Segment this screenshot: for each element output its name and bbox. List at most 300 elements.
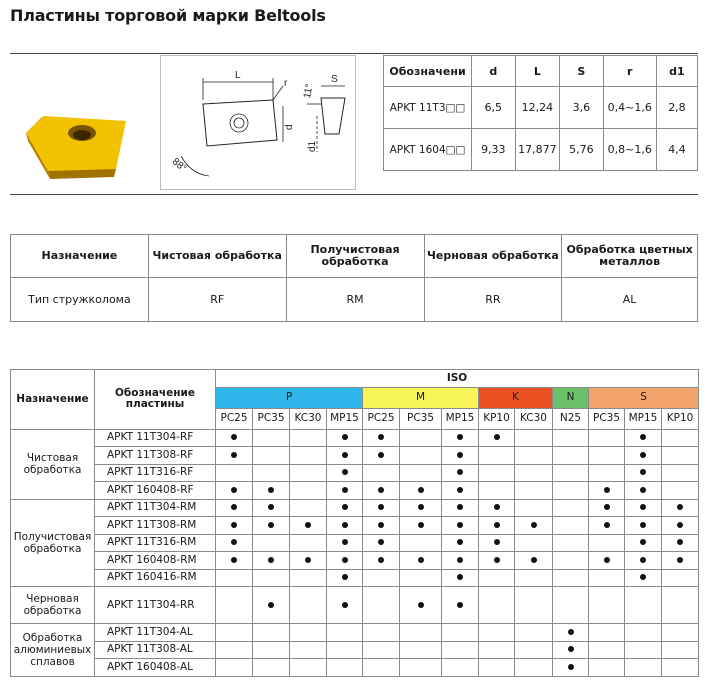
iso-header-row <box>11 370 699 388</box>
purpose-cell: Тип стружколома <box>11 278 149 322</box>
iso-mark-cell <box>589 464 625 482</box>
applicable-dot-icon <box>378 522 384 528</box>
iso-mark-cell <box>515 552 553 570</box>
iso-mark-cell <box>662 641 699 659</box>
table-row <box>11 447 699 465</box>
iso-grade-n25: N25 <box>553 408 589 429</box>
insert-code: APKT 11T308-RF <box>95 447 216 465</box>
iso-mark-cell <box>327 534 363 552</box>
iso-mark-cell <box>400 534 442 552</box>
iso-mark-cell <box>290 517 327 535</box>
iso-mark-cell <box>625 534 662 552</box>
iso-mark-cell <box>515 499 553 517</box>
applicable-dot-icon <box>640 504 646 510</box>
applicable-dot-icon <box>305 522 311 528</box>
iso-mark-cell <box>290 482 327 500</box>
applicable-dot-icon <box>604 522 610 528</box>
iso-mark-cell <box>363 659 400 677</box>
iso-section-label: Обработка алюминиевых сплавов <box>11 624 95 677</box>
iso-mark-cell <box>363 517 400 535</box>
applicable-dot-icon <box>342 574 348 580</box>
dimensions-row <box>384 129 698 171</box>
iso-mark-cell <box>479 641 515 659</box>
iso-mark-cell <box>253 517 290 535</box>
iso-mark-cell <box>442 587 479 624</box>
applicable-dot-icon <box>457 602 463 608</box>
applicable-dot-icon <box>378 434 384 440</box>
iso-grade-pc25: PC25 <box>363 408 400 429</box>
dim-col-L: L <box>515 56 560 87</box>
iso-mark-cell <box>589 429 625 447</box>
applicable-dot-icon <box>342 469 348 475</box>
iso-mark-cell <box>442 429 479 447</box>
applicable-dot-icon <box>568 664 574 670</box>
iso-mark-cell <box>363 534 400 552</box>
iso-col-purpose: Назначение <box>11 370 95 430</box>
iso-mark-cell <box>290 534 327 552</box>
insert-code: APKT 11T304-RF <box>95 429 216 447</box>
iso-mark-cell <box>515 447 553 465</box>
insert-code: APKT 11T308-AL <box>95 641 216 659</box>
dim-label-L: L <box>235 70 241 81</box>
insert-photo-icon <box>10 55 143 193</box>
table-row <box>11 482 699 500</box>
iso-mark-cell <box>553 482 589 500</box>
iso-mark-cell <box>625 624 662 642</box>
dimensions-row <box>384 87 698 129</box>
table-row <box>11 464 699 482</box>
applicable-dot-icon <box>342 539 348 545</box>
iso-mark-cell <box>589 482 625 500</box>
table-row <box>11 534 699 552</box>
iso-mark-cell <box>442 552 479 570</box>
insert-code: APKT 11T304-RR <box>95 587 216 624</box>
iso-mark-cell <box>327 482 363 500</box>
insert-drawing-frame <box>160 55 356 190</box>
iso-mark-cell <box>290 659 327 677</box>
applicable-dot-icon <box>457 469 463 475</box>
applicable-dot-icon <box>640 452 646 458</box>
iso-grade-pc35: PC35 <box>400 408 442 429</box>
iso-grade-pc25: PC25 <box>216 408 253 429</box>
purpose-header-cell: Назначение <box>11 235 149 278</box>
iso-mark-cell <box>253 569 290 587</box>
iso-mark-cell <box>400 447 442 465</box>
iso-mark-cell <box>290 464 327 482</box>
applicable-dot-icon <box>494 539 500 545</box>
insert-photo-frame <box>10 55 143 193</box>
iso-mark-cell <box>442 464 479 482</box>
iso-mark-cell <box>363 624 400 642</box>
iso-mark-cell <box>625 464 662 482</box>
iso-mark-cell <box>553 429 589 447</box>
applicable-dot-icon <box>342 434 348 440</box>
insert-code: APKT 11T308-RM <box>95 517 216 535</box>
iso-mark-cell <box>625 569 662 587</box>
applicable-dot-icon <box>568 629 574 635</box>
purpose-header-cell: Обработка цветных металлов <box>562 235 698 278</box>
iso-grade-table <box>10 369 699 677</box>
purpose-header-cell: Черновая обработка <box>424 235 562 278</box>
table-row <box>11 659 699 677</box>
iso-mark-cell <box>589 641 625 659</box>
dim-cell: 0,4~1,6 <box>603 87 656 129</box>
iso-mark-cell <box>216 659 253 677</box>
iso-mark-cell <box>662 464 699 482</box>
applicable-dot-icon <box>231 557 237 563</box>
iso-mark-cell <box>625 429 662 447</box>
iso-mark-cell <box>327 641 363 659</box>
iso-group-n: N <box>553 387 589 408</box>
iso-group-m: M <box>363 387 479 408</box>
iso-mark-cell <box>363 499 400 517</box>
applicable-dot-icon <box>604 504 610 510</box>
applicable-dot-icon <box>640 574 646 580</box>
iso-mark-cell <box>290 429 327 447</box>
iso-mark-cell <box>327 569 363 587</box>
iso-mark-cell <box>290 499 327 517</box>
iso-mark-cell <box>515 587 553 624</box>
dim-label-d1: d1 <box>307 140 318 152</box>
applicable-dot-icon <box>268 602 274 608</box>
applicable-dot-icon <box>494 504 500 510</box>
dim-label-r: r <box>284 78 288 89</box>
iso-mark-cell <box>363 447 400 465</box>
table-row <box>11 641 699 659</box>
iso-mark-cell <box>216 552 253 570</box>
applicable-dot-icon <box>378 452 384 458</box>
dim-col-d1: d1 <box>656 56 697 87</box>
applicable-dot-icon <box>677 539 683 545</box>
applicable-dot-icon <box>677 522 683 528</box>
applicable-dot-icon <box>418 522 424 528</box>
iso-mark-cell <box>400 659 442 677</box>
dim-col-d: d <box>472 56 515 87</box>
iso-mark-cell <box>553 447 589 465</box>
iso-mark-cell <box>253 482 290 500</box>
iso-mark-cell <box>553 641 589 659</box>
iso-mark-cell <box>290 552 327 570</box>
applicable-dot-icon <box>457 574 463 580</box>
iso-mark-cell <box>553 534 589 552</box>
iso-mark-cell <box>442 499 479 517</box>
dim-cell: 9,33 <box>472 129 515 171</box>
applicable-dot-icon <box>378 504 384 510</box>
applicable-dot-icon <box>378 557 384 563</box>
applicable-dot-icon <box>640 487 646 493</box>
iso-mark-cell <box>625 641 662 659</box>
iso-mark-cell <box>662 569 699 587</box>
dim-cell: APKT 1604□□ <box>384 129 472 171</box>
insert-code: APKT 160408-RM <box>95 552 216 570</box>
iso-mark-cell <box>400 429 442 447</box>
purpose-row <box>11 278 698 322</box>
iso-mark-cell <box>363 429 400 447</box>
iso-mark-cell <box>553 587 589 624</box>
applicable-dot-icon <box>640 539 646 545</box>
iso-mark-cell <box>515 569 553 587</box>
dim-cell: 3,6 <box>560 87 603 129</box>
insert-drawing <box>161 56 355 189</box>
iso-mark-cell <box>515 482 553 500</box>
table-row <box>11 429 699 447</box>
iso-mark-cell <box>589 534 625 552</box>
iso-mark-cell <box>553 659 589 677</box>
iso-mark-cell <box>253 641 290 659</box>
iso-mark-cell <box>515 517 553 535</box>
iso-mark-cell <box>553 624 589 642</box>
iso-mark-cell <box>327 499 363 517</box>
iso-grade-kc30: KC30 <box>290 408 327 429</box>
iso-mark-cell <box>553 552 589 570</box>
applicable-dot-icon <box>457 487 463 493</box>
insert-code: APKT 11T316-RF <box>95 464 216 482</box>
iso-mark-cell <box>589 499 625 517</box>
iso-mark-cell <box>589 587 625 624</box>
iso-mark-cell <box>479 447 515 465</box>
iso-mark-cell <box>290 624 327 642</box>
iso-mark-cell <box>553 499 589 517</box>
applicable-dot-icon <box>342 602 348 608</box>
iso-grade-mp15: MP15 <box>327 408 363 429</box>
iso-mark-cell <box>400 569 442 587</box>
iso-mark-cell <box>479 482 515 500</box>
purpose-header-row <box>11 235 698 278</box>
applicable-dot-icon <box>231 434 237 440</box>
iso-mark-cell <box>662 482 699 500</box>
dim-col-S: S <box>560 56 603 87</box>
applicable-dot-icon <box>640 434 646 440</box>
iso-mark-cell <box>625 552 662 570</box>
iso-mark-cell <box>400 624 442 642</box>
applicable-dot-icon <box>342 557 348 563</box>
iso-mark-cell <box>253 447 290 465</box>
applicable-dot-icon <box>457 452 463 458</box>
iso-mark-cell <box>625 482 662 500</box>
iso-grade-pc35: PC35 <box>253 408 290 429</box>
applicable-dot-icon <box>677 504 683 510</box>
iso-mark-cell <box>253 429 290 447</box>
iso-mark-cell <box>662 659 699 677</box>
applicable-dot-icon <box>342 504 348 510</box>
iso-mark-cell <box>662 447 699 465</box>
iso-mark-cell <box>625 447 662 465</box>
dim-label-11: 11° <box>302 83 316 100</box>
applicable-dot-icon <box>268 557 274 563</box>
iso-mark-cell <box>253 552 290 570</box>
insert-code: APKT 160408-AL <box>95 659 216 677</box>
iso-mark-cell <box>589 659 625 677</box>
purpose-table <box>10 234 698 322</box>
iso-mark-cell <box>515 641 553 659</box>
iso-grade-kp10: KP10 <box>479 408 515 429</box>
iso-mark-cell <box>363 569 400 587</box>
applicable-dot-icon <box>457 522 463 528</box>
iso-mark-cell <box>479 534 515 552</box>
iso-mark-cell <box>363 552 400 570</box>
applicable-dot-icon <box>604 557 610 563</box>
iso-mark-cell <box>479 552 515 570</box>
dim-label-S: S <box>331 74 338 85</box>
iso-mark-cell <box>290 447 327 465</box>
iso-group-s: S <box>589 387 699 408</box>
iso-mark-cell <box>515 624 553 642</box>
iso-mark-cell <box>479 517 515 535</box>
iso-mark-cell <box>479 464 515 482</box>
iso-mark-cell <box>479 499 515 517</box>
insert-code: APKT 11T304-RM <box>95 499 216 517</box>
applicable-dot-icon <box>457 504 463 510</box>
iso-mark-cell <box>553 464 589 482</box>
applicable-dot-icon <box>305 557 311 563</box>
iso-mark-cell <box>216 429 253 447</box>
iso-mark-cell <box>589 624 625 642</box>
iso-grade-mp15: MP15 <box>442 408 479 429</box>
purpose-header-cell: Получистовая обработка <box>286 235 424 278</box>
iso-mark-cell <box>216 624 253 642</box>
iso-mark-cell <box>479 659 515 677</box>
iso-section-label: Получистовая обработка <box>11 499 95 587</box>
iso-mark-cell <box>589 552 625 570</box>
iso-mark-cell <box>216 447 253 465</box>
iso-mark-cell <box>327 659 363 677</box>
dim-label-d: d <box>284 124 295 130</box>
iso-mark-cell <box>216 569 253 587</box>
applicable-dot-icon <box>568 646 574 652</box>
iso-mark-cell <box>479 624 515 642</box>
dim-cell: 12,24 <box>515 87 560 129</box>
applicable-dot-icon <box>342 522 348 528</box>
applicable-dot-icon <box>231 452 237 458</box>
dim-cell: 17,877 <box>515 129 560 171</box>
applicable-dot-icon <box>494 557 500 563</box>
iso-mark-cell <box>290 569 327 587</box>
purpose-header-cell: Чистовая обработка <box>148 235 286 278</box>
applicable-dot-icon <box>604 487 610 493</box>
iso-mark-cell <box>253 534 290 552</box>
purpose-cell: RF <box>148 278 286 322</box>
applicable-dot-icon <box>378 487 384 493</box>
iso-grade-mp15: MP15 <box>625 408 662 429</box>
iso-mark-cell <box>290 641 327 659</box>
iso-mark-cell <box>400 641 442 659</box>
dim-cell: APKT 11T3□□ <box>384 87 472 129</box>
iso-mark-cell <box>327 429 363 447</box>
table-row <box>11 517 699 535</box>
iso-grade-kp10: KP10 <box>662 408 699 429</box>
applicable-dot-icon <box>231 522 237 528</box>
iso-mark-cell <box>625 499 662 517</box>
table-row <box>11 499 699 517</box>
applicable-dot-icon <box>231 504 237 510</box>
applicable-dot-icon <box>342 487 348 493</box>
purpose-cell: RR <box>424 278 562 322</box>
iso-mark-cell <box>290 587 327 624</box>
iso-mark-cell <box>662 517 699 535</box>
iso-mark-cell <box>216 482 253 500</box>
iso-mark-cell <box>442 447 479 465</box>
applicable-dot-icon <box>268 522 274 528</box>
iso-mark-cell <box>442 482 479 500</box>
iso-group-p: P <box>216 387 363 408</box>
mid-divider <box>10 194 698 195</box>
dim-cell: 5,76 <box>560 129 603 171</box>
iso-mark-cell <box>442 569 479 587</box>
applicable-dot-icon <box>677 557 683 563</box>
iso-mark-cell <box>400 552 442 570</box>
applicable-dot-icon <box>342 452 348 458</box>
applicable-dot-icon <box>494 522 500 528</box>
insert-code: APKT 11T304-AL <box>95 624 216 642</box>
iso-mark-cell <box>662 429 699 447</box>
iso-mark-cell <box>400 587 442 624</box>
dim-cell: 2,8 <box>656 87 697 129</box>
iso-mark-cell <box>363 482 400 500</box>
iso-mark-cell <box>216 517 253 535</box>
applicable-dot-icon <box>231 487 237 493</box>
iso-mark-cell <box>625 517 662 535</box>
applicable-dot-icon <box>231 539 237 545</box>
iso-mark-cell <box>479 429 515 447</box>
applicable-dot-icon <box>418 557 424 563</box>
iso-mark-cell <box>479 569 515 587</box>
iso-mark-cell <box>253 587 290 624</box>
iso-mark-cell <box>253 624 290 642</box>
dim-col-code: Обозначени <box>384 56 472 87</box>
iso-mark-cell <box>400 517 442 535</box>
iso-mark-cell <box>400 464 442 482</box>
iso-mark-cell <box>662 534 699 552</box>
iso-mark-cell <box>442 534 479 552</box>
dim-label-88: 88° <box>169 156 189 175</box>
applicable-dot-icon <box>378 539 384 545</box>
iso-mark-cell <box>253 464 290 482</box>
iso-mark-cell <box>442 659 479 677</box>
iso-mark-cell <box>363 587 400 624</box>
iso-mark-cell <box>400 482 442 500</box>
iso-group-k: K <box>479 387 553 408</box>
iso-mark-cell <box>625 587 662 624</box>
insert-code: APKT 160408-RF <box>95 482 216 500</box>
applicable-dot-icon <box>531 522 537 528</box>
iso-mark-cell <box>625 659 662 677</box>
top-divider <box>10 53 698 54</box>
iso-mark-cell <box>662 587 699 624</box>
iso-mark-cell <box>515 534 553 552</box>
applicable-dot-icon <box>268 487 274 493</box>
iso-mark-cell <box>479 587 515 624</box>
applicable-dot-icon <box>531 557 537 563</box>
applicable-dot-icon <box>418 602 424 608</box>
iso-col-code: Обозначение пластины <box>95 370 216 430</box>
iso-mark-cell <box>553 569 589 587</box>
iso-mark-cell <box>216 534 253 552</box>
applicable-dot-icon <box>457 434 463 440</box>
iso-section-label: Чистовая обработка <box>11 429 95 499</box>
purpose-cell: AL <box>562 278 698 322</box>
insert-code: APKT 160416-RM <box>95 569 216 587</box>
applicable-dot-icon <box>457 557 463 563</box>
iso-label: ISO <box>216 370 699 388</box>
iso-mark-cell <box>363 641 400 659</box>
iso-mark-cell <box>363 464 400 482</box>
iso-mark-cell <box>515 429 553 447</box>
iso-mark-cell <box>253 659 290 677</box>
dim-cell: 0,8~1,6 <box>603 129 656 171</box>
applicable-dot-icon <box>418 487 424 493</box>
iso-mark-cell <box>327 517 363 535</box>
table-row <box>11 552 699 570</box>
